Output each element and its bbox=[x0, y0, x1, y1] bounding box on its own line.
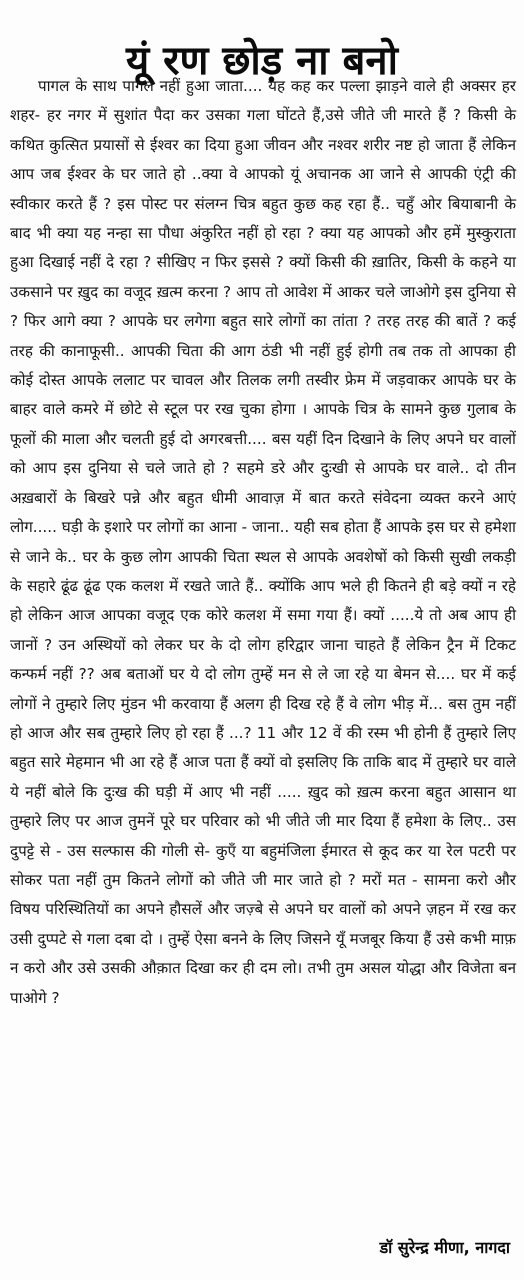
author-byline: डॉ सुरेन्द्र मीणा, नागदा bbox=[379, 1238, 510, 1257]
article-headline: यूं रण छोड़ ना बनो bbox=[126, 37, 398, 84]
article-body: पागल के साथ पागल नहीं हुआ जाता.... यह कह कर पल्ला झाड़ने वाले ही अक्सर हर शहर- हर नगर में सुशांत पैदा कर उसका गला घोंटते हैं,उसे जीते जी मारते हैं ? किसी के कथित कुत्सित प्रयासों से ईश्वर का दिया हुआ जीवन और नश्वर शरीर नष्ट हो जाता हैं लेकिन आप जब ईश्वर के घर जाते हो ..क्या वे आपको यूं अचानक आ जाने से आपकी एंट्री की स्वीकार करते हैं ? इस पोस्ट पर संलग्न चित्र बहुत कुछ कह रहा हैं.. चहुँ ओर बियाबानी के बाद भी क्या यह नन्हा सा पौधा अंकुरित नहीं हो रहा ? क्या यह आपको और हमें मुस्कुराता हुआ दिखाई नहीं दे रहा ? सीखिए न फिर इससे ? क्यों किसी की ख़ातिर, किसी के कहने या उकसाने पर ख़ुद का वजूद ख़त्म करना ? आप तो आवेश में आकर चले जाओगे इस दुनिया से ? फिर आगे क्या ? आपके घर लगेगा बहुत सारे लोगों का तांता ? तरह तरह की बातें ? कई तरह की कानाफूसी.. आपकी चिता की आग ठंडी भी नहीं हुई होगी तब तक तो आपका ही कोई दोस्त आपके ललाट पर चावल और तिलक लगी तस्वीर फ्रेम में जड़वाकर आपके घर के बाहर वाले कमरे में छोटे से स्टूल पर रख चुका होगा । आपके चित्र के सामने कुछ गुलाब के फूलों की माला और चलती हुई दो अगरबत्ती.... बस यहीं दिन दिखाने के लिए अपने घर वालों को आप इस दुनिया से चले जाते हो ? सहमे डरे और दुःखी से आपके घर वाले.. दो तीन अख़बारों के बिखरे पन्ने और बहुत धीमी आवाज़ में बात करते संवेदना व्यक्त करने आएं लोग..... घड़ी के इशारे पर लोगों का आना - जाना.. यही सब होता हैं आपके इस घर से हमेशा से जाने के.. घर के कुछ लोग आपकी चिता स्थल से आपके अवशेषों को किसी सुखी लकड़ी के सहारे ढूंढ ढूंढ एक कलश में रखते जाते हैं.. क्योंकि आप भले ही कितने ही बड़े क्यों न रहे हो लेकिन आज आपका वजूद एक कोरे कलश में समा गया हैं। क्यों .....ये तो अब आप ही जानों ? उन अस्थियों को लेकर घर के दो लोग हरिद्वार जाना चाहते हैं लेकिन ट्रैन में टिकट कन्फर्म नहीं ?? अब बताओं घर ये दो लोग तुम्हें मन से ले जा रहे या बेमन से.... घर में कई लोगों ने तुम्हारे लिए मुंडन भी करवाया हैं अलग ही दिख रहे हैं वे लोग भीड़ में... बस तुम नहीं हो आज और सब तुम्हारे लिए हो रहा हैं ...? 11 और 12 वें की रस्म भी होनी हैं तुम्हारे लिए बहुत सारे मेहमान भी आ रहे हैं आज पता हैं क्यों वो इसलिए कि ताकि बाद में तुम्हारे घर वाले ये नहीं बोले कि दुःख की घड़ी में आए भी नहीं ..... ख़ुद को ख़त्म करना बहुत आसान था तुम्हारे लिए पर आज तुमनें पूरे घर परिवार को भी जीते जी मार दिया हैं हमेशा के लिए.. उस दुपट्टे से - उस सल्फास की गोली से- कुएँ या बहुमंजिला ईमारत से कूद कर या रेल पटरी पर सोकर पता नहीं तुम कितने लोगों को जीते जी मार जाते हो ? मरों मत - सामना करो और विषय परिस्थितियों का अपने हौसलें और जज़्बे से अपने घर वालों को अपने ज़हन में रख कर उसी दुप्पटे से गला दबा दो । तुम्हें ऐसा बनने के लिए जिसने यूँ मजबूर किया हैं उसे कभी माफ़ न करो और उसे उसकी औक़ात दिखा कर ही दम लो। तभी तुम असल योद्धा और विजेता बन पाओगे ? bbox=[10, 77, 516, 1007]
